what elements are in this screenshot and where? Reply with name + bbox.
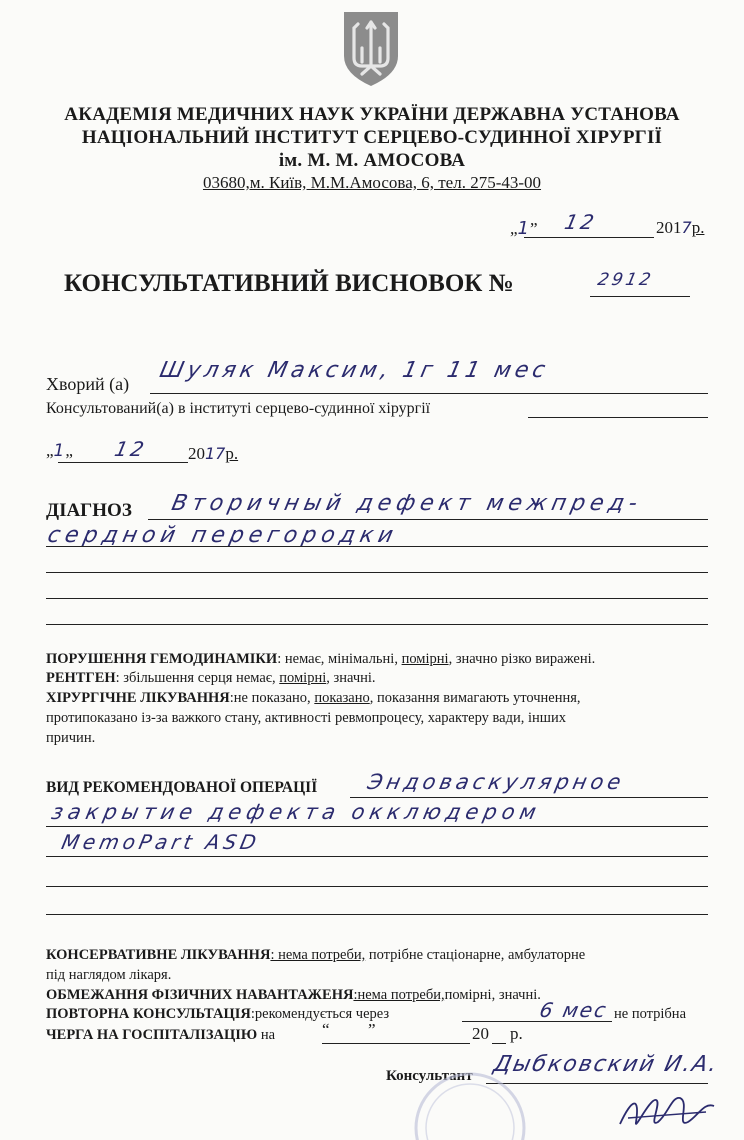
physical-opt-selected: :нема потреби, <box>353 987 445 1003</box>
top-date-year <box>656 218 704 238</box>
repeat-text-2: не потрібна <box>614 1006 687 1022</box>
xray-text-1: : збільшення серця немає, <box>115 670 276 686</box>
consult-date-year-digit: 17 <box>205 444 226 463</box>
institute-stamp <box>410 1064 530 1140</box>
physical-row <box>46 986 541 1005</box>
operation-rule-1 <box>350 797 708 798</box>
consulted-label: Консультований(а) в інституті серцево-судинної хірургії <box>46 400 431 417</box>
surgery-text-1: :не показано, <box>229 690 311 706</box>
diagnosis-line-1: Вторичный дефект межпред- <box>169 491 645 516</box>
header-line-3: ім. М. М. АМОСОВА <box>278 150 466 171</box>
patient-name: Шуляк Максим, 1г 11 мес <box>157 358 552 383</box>
consult-number-line <box>590 296 690 297</box>
patient-line <box>150 393 708 394</box>
conservative-text-1: потрібне стаціонарне, амбулаторне <box>365 947 586 963</box>
top-date-day: 1 <box>517 218 530 239</box>
top-date-close-quote: ” <box>530 219 538 238</box>
top-date-month: 12 <box>562 210 600 234</box>
consult-date-day: 1 <box>53 441 66 461</box>
surgery-line-2: протипоказано із-за важкого стану, активності ревмопроцесу, характеру вади, інших <box>46 710 566 726</box>
header-line-1: АКАДЕМІЯ МЕДИЧНИХ НАУК УКРАЇНИ ДЕРЖАВНА УСТАНОВА <box>64 104 680 125</box>
xray-opt-selected: помірні <box>279 670 327 686</box>
consult-date-line <box>58 462 188 463</box>
repeat-row <box>46 1005 389 1024</box>
top-date-year-prefix: 201 <box>656 218 682 237</box>
conservative-line-2: під наглядом лікаря. <box>46 967 172 983</box>
queue-year-prefix: 20 <box>472 1024 489 1043</box>
hemodynamics-opt-3: , значно різко виражені. <box>448 651 596 667</box>
top-date-line <box>524 237 654 238</box>
top-date-year-digit: 7 <box>681 218 692 237</box>
queue-text-1: на <box>260 1027 276 1043</box>
header-line-2: НАЦІОНАЛЬНИЙ ІНСТИТУТ СЕРЦЕВО-СУДИННОЇ ХІРУРГІЇ <box>81 127 663 148</box>
surgery-text-2: , показання вимагають уточнення, <box>369 690 581 706</box>
surgery-line-3: причин. <box>46 730 96 746</box>
diagnosis-line-2: сердной перегородки <box>45 523 401 548</box>
repeat-value: 6 мес <box>537 998 611 1022</box>
hemodynamics-row <box>46 650 595 669</box>
conservative-label: КОНСЕРВАТИВНЕ ЛІКУВАННЯ <box>46 947 271 963</box>
consultant-signature <box>610 1088 720 1138</box>
consult-date-year <box>188 444 238 464</box>
hemodynamics-opt-1: немає, мінімальні, <box>284 651 398 667</box>
diagnosis-rule-2 <box>46 546 708 547</box>
consultant-label: Консультант <box>386 1068 473 1084</box>
queue-date-line <box>322 1043 470 1044</box>
xray-label: РЕНТГЕН <box>46 670 116 686</box>
top-date-suffix: р. <box>691 218 705 237</box>
diagnosis-rule-3 <box>46 572 708 573</box>
operation-line-3: MemoPart ASD <box>59 830 263 854</box>
consult-date <box>46 441 73 461</box>
patient-label: Хворий (а) <box>46 374 130 394</box>
repeat-text-1: :рекомендується через <box>250 1006 390 1022</box>
operation-line-1: Эндоваскулярное <box>365 770 628 794</box>
consult-date-year-prefix: 20 <box>188 444 205 463</box>
queue-year <box>472 1024 489 1044</box>
consult-date-suffix: р. <box>225 444 239 463</box>
consult-number: 2912 <box>595 270 656 290</box>
conservative-opt-selected: : нема потреби, <box>270 947 366 963</box>
operation-rule-5 <box>46 914 708 915</box>
queue-label: ЧЕРГА НА ГОСПІТАЛІЗАЦІЮ <box>46 1027 258 1043</box>
surgery-opt-selected: показано <box>314 690 370 706</box>
diagnosis-rule-1 <box>148 519 708 520</box>
queue-close-quote: ” <box>368 1020 376 1039</box>
operation-rule-4 <box>46 886 708 887</box>
consult-date-month: 12 <box>112 437 150 461</box>
hemodynamics-sep: : <box>277 651 282 667</box>
diagnosis-rule-4 <box>46 598 708 599</box>
queue-row <box>46 1026 275 1045</box>
repeat-label: ПОВТОРНА КОНСУЛЬТАЦІЯ <box>46 1006 251 1022</box>
diagnosis-rule-5 <box>46 624 708 625</box>
surgery-label: ХІРУРГІЧНЕ ЛІКУВАННЯ <box>46 690 230 706</box>
queue-year-line <box>492 1043 506 1044</box>
top-date <box>510 218 538 239</box>
top-date-open-quote: „ <box>510 219 518 238</box>
operation-rule-2 <box>46 826 708 827</box>
physical-label: ОБМЕЖАННЯ ФІЗИЧНИХ НАВАНТАЖЕНЯ <box>46 987 354 1003</box>
consult-date-open-quote: „ <box>46 441 54 460</box>
xray-text-2: , значні. <box>326 670 376 686</box>
queue-suffix: р. <box>510 1024 523 1043</box>
xray-row <box>46 669 376 688</box>
diagnosis-label: ДІАГНОЗ <box>46 500 132 521</box>
consulted-line <box>528 417 708 418</box>
operation-rule-3 <box>46 856 708 857</box>
hemodynamics-opt-selected: помірні <box>401 651 449 667</box>
trident-emblem-icon <box>340 8 402 88</box>
queue-open-quote: “ <box>322 1020 330 1039</box>
header-address: 03680,м. Київ, М.М.Амосова, 6, тел. 275-43-00 <box>202 173 542 192</box>
hemodynamics-label: ПОРУШЕННЯ ГЕМОДИНАМІКИ <box>46 651 278 667</box>
consult-date-close-quote: „ <box>65 441 73 460</box>
conservative-row <box>46 946 585 965</box>
operation-label: ВИД РЕКОМЕНДОВАНОЇ ОПЕРАЦІЇ <box>46 779 318 796</box>
consultant-name: Дыбковский И.А. <box>491 1052 721 1077</box>
surgery-row <box>46 689 581 708</box>
page-title: КОНСУЛЬТАТИВНИЙ ВИСНОВОК № <box>64 270 514 297</box>
operation-line-2: закрытие дефекта окклюдером <box>49 800 544 824</box>
physical-text-1: помірні, значні. <box>444 987 541 1003</box>
